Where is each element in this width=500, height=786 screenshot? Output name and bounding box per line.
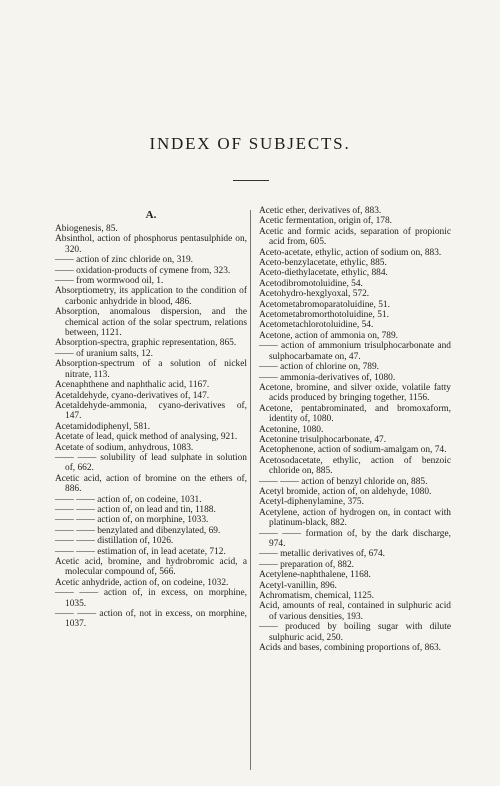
index-entry: —— of uranium salts, 12. (55, 348, 153, 359)
index-entry: Acetylene-naphthalene, 1168. (259, 570, 371, 581)
index-entry: Acetic and formic acids, separation of propionic acid from, 605. (259, 226, 451, 248)
index-entry: —— —— benzylated and dibenzylated, 69. (55, 525, 221, 536)
index-entry: Absorptiometry, its application to the condition of carbonic anhydride in blood, 486. (55, 286, 247, 307)
index-entry: Acetamidodiphenyl, 581. (55, 421, 151, 432)
left-entries (55, 224, 247, 630)
index-entry: Acids and bases, combining proportions of, 863. (259, 643, 442, 654)
index-entry: —— from wormwood oil, 1. (55, 276, 164, 287)
index-entry: —— action of chlorine on, 789. (259, 362, 380, 373)
index-entry: Acetaldehyde, cyano-derivatives of, 147. (55, 390, 210, 401)
index-entry: Aceto-benzylacetate, ethylic, 885. (259, 258, 387, 269)
index-entry: —— oxidation-products of cymene from, 323. (55, 265, 231, 276)
index-entry: Acetometabromoparatoluidine, 51. (259, 299, 390, 310)
index-entry: —— metallic derivatives of, 674. (259, 549, 386, 560)
index-entry: Absinthol, action of phosphorus pentasulphide on, 320. (55, 234, 247, 255)
index-entry: Acetic acid, action of bromine on the ethers of, 886. (55, 473, 247, 495)
index-entry: Acetyl-vanillin, 896. (259, 580, 337, 591)
index-entry: —— —— action of, not in excess, on morphine, 1037. (55, 609, 247, 630)
index-entry: —— action of ammonium trisulphocarbonate and sulphocarbamate on, 47. (259, 341, 451, 362)
index-entry: —— —— action of, on morphine, 1033. (55, 515, 209, 526)
index-entry: —— —— formation of, by the dark discharge, 974. (259, 528, 451, 549)
index-entry: Acetic fermentation, origin of, 178. (259, 216, 393, 227)
index-entry: Aceto-acetate, ethylic, action of sodium on, 883. (259, 247, 442, 258)
index-entry: Acetyl-diphenylamine, 375. (259, 497, 364, 508)
section-letter: A. (145, 209, 157, 221)
index-entry: Acetone, bromine, and silver oxide, volatile fatty acids produced by bringing together, 1156. (259, 382, 451, 404)
index-entry: Abiogenesis, 85. (55, 224, 118, 234)
index-entry: —— —— action of, on codeine, 1031. (55, 494, 202, 505)
index-entry: Achromatism, chemical, 1125. (259, 591, 374, 602)
index-entry: —— —— action of, on lead and tin, 1188. (55, 504, 216, 515)
index-entry: Acetic acid, bromine, and hydrobromic acid, a molecular compound of, 566. (55, 557, 247, 578)
index-entry: Acetate of sodium, anhydrous, 1083. (55, 442, 194, 453)
index-entry: Acetyl bromide, action of, on aldehyde, 1080. (259, 486, 432, 497)
index-entry: —— action of zinc chloride on, 319. (55, 255, 193, 266)
index-entry: —— ammonia-derivatives of, 1080. (259, 372, 396, 383)
index-entry: Acetaldehyde-ammonia, cyano-derivatives of, 147. (55, 400, 247, 422)
index-entry: —— —— action of benzyl chloride on, 885. (259, 476, 428, 487)
index-entry: Absorption-spectrum of a solution of nickel nitrate, 113. (55, 359, 247, 380)
index-entry: —— —— distillation of, 1026. (55, 536, 174, 547)
index-entry: Acetylene, action of hydrogen on, in contact with platinum-black, 882. (259, 507, 451, 529)
index-entry: Acetophenone, action of sodium-amalgam on, 74. (259, 445, 447, 456)
index-entry: Acetosodacetate, ethylic, action of benzoic chloride on, 885. (259, 455, 451, 477)
index-entry: Acetonine trisulphocarbonate, 47. (259, 434, 387, 445)
index-entry: Acetodibromotoluidine, 54. (259, 278, 363, 289)
index-entry: Acetohydro-hexglyoxal, 572. (259, 289, 370, 300)
title-rule (233, 180, 269, 181)
page-title: INDEX OF SUBJECTS. (149, 134, 351, 153)
index-column-right (259, 206, 451, 653)
index-entry: Acid, amounts of real, contained in sulphuric acid of various densities, 193. (259, 601, 451, 622)
column-divider (250, 210, 251, 770)
index-entry: Absorption-spectra, graphic representation, 865. (55, 338, 237, 349)
index-entry: —— —— solubility of lead sulphate in solution of, 662. (55, 452, 247, 474)
index-entry: Acetonine, 1080. (259, 424, 324, 435)
index-entry: Acenaphthene and naphthalic acid, 1167. (55, 380, 210, 391)
index-column-left (55, 206, 247, 630)
index-entry: Acetone, action of ammonia on, 789. (259, 330, 399, 341)
index-entry: —— produced by boiling sugar with dilute sulphuric acid, 250. (259, 622, 451, 643)
index-entry: Acetic anhydride, action of, on codeine, 1032. (55, 577, 229, 588)
right-entries (259, 206, 451, 653)
index-entry: —— —— action of, in excess, on morphine, 1035. (55, 588, 247, 609)
index-entry: —— —— estimation of, in lead acetate, 712. (55, 546, 226, 557)
index-entry: Acetometachlorotoluidine, 54. (259, 320, 374, 331)
index-entry: Absorption, anomalous dispersion, and the chemical action of the solar spectrum, relations between, 1121. (55, 307, 247, 339)
index-entry: Acetic ether, derivatives of, 883. (259, 206, 382, 216)
index-entry: Acetate of lead, quick method of analysing, 921. (55, 432, 238, 443)
index-entry: Acetometabromorthotoluidine, 51. (259, 310, 389, 321)
index-entry: —— preparation of, 882. (259, 559, 355, 570)
index-entry: Acetone, pentabrominated, and bromoxaform, identity of, 1080. (259, 403, 451, 425)
index-entry: Aceto-diethylacetate, ethylic, 884. (259, 268, 388, 279)
